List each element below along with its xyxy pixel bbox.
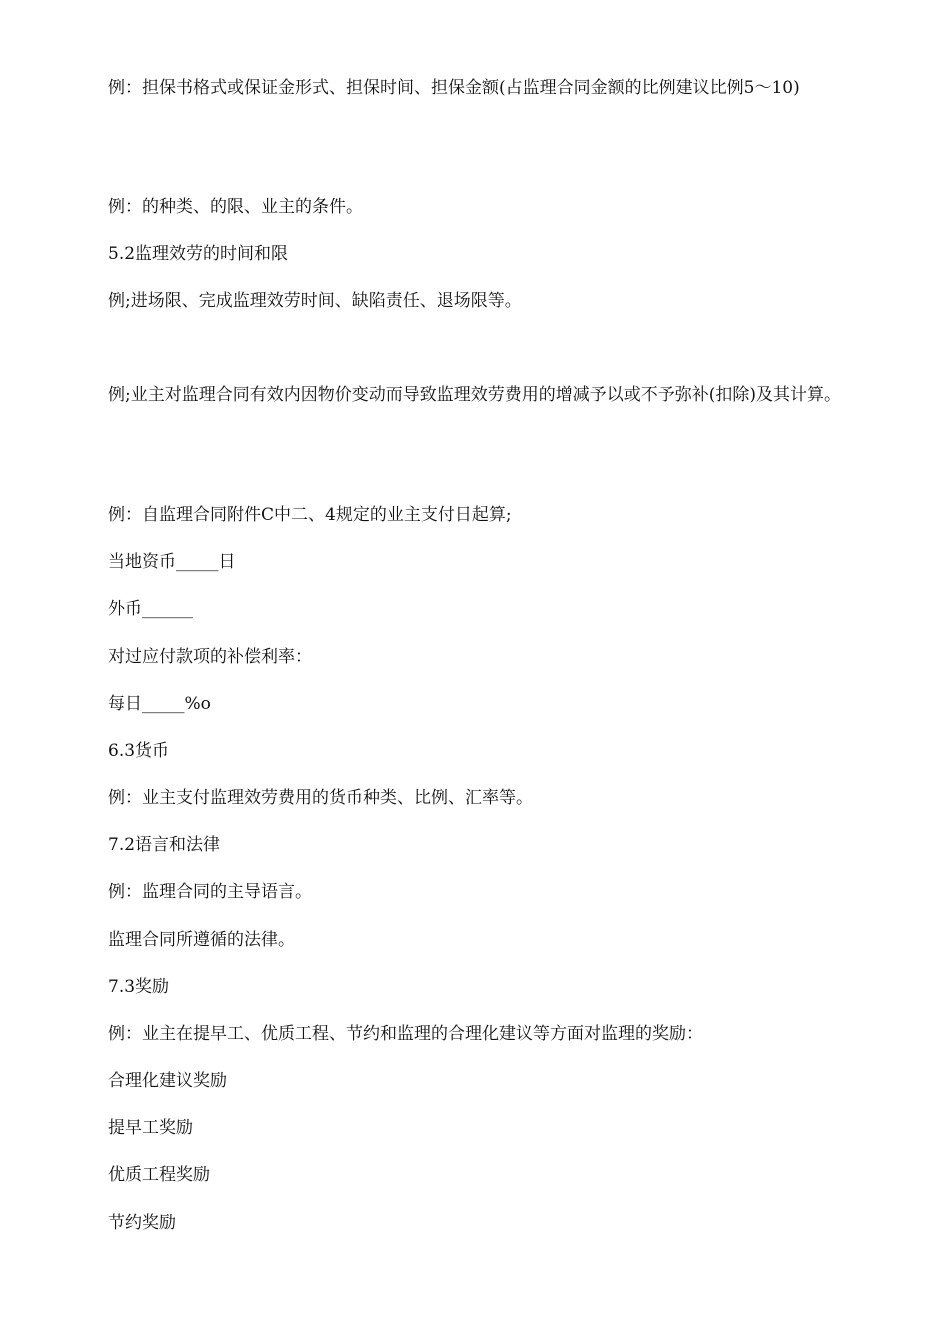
paragraph-service-time: 例;进场限、完成监理效劳时间、缺陷责任、退场限等。 [108, 291, 522, 311]
paragraph-foreign-currency: 外币______ [108, 599, 193, 619]
paragraph-local-currency: 当地资币_____日 [108, 552, 236, 572]
paragraph-payment-start: 例：自监理合同附件C中二、4规定的业主支付日起算; [108, 505, 512, 525]
paragraph-main-language: 例：监理合同的主导语言。 [108, 882, 312, 902]
list-item-rationalization-reward: 合理化建议奖励 [108, 1071, 227, 1091]
paragraph-guarantee: 例：担保书格式或保证金形式、担保时间、担保金额(占监理合同金额的比例建议比例5～10) [108, 78, 800, 98]
heading-6-3: 6.3货币 [108, 741, 170, 761]
paragraph-price-change: 例;业主对监理合同有效内因物价变动而导致监理效劳费用的增减予以或不予弥补(扣除)及其计算。 [108, 385, 841, 405]
list-item-quality-reward: 优质工程奖励 [108, 1165, 210, 1185]
paragraph-governing-law: 监理合同所遵循的法律。 [108, 930, 295, 950]
list-item-early-completion-reward: 提早工奖励 [108, 1118, 193, 1138]
paragraph-compensation-rate: 对过应付款项的补偿利率： [108, 647, 312, 667]
paragraph-daily-rate: 每日_____%o [108, 694, 211, 714]
list-item-savings-reward: 节约奖励 [108, 1213, 176, 1233]
heading-5-2: 5.2监理效劳的时间和限 [108, 244, 289, 264]
heading-7-3: 7.3奖励 [108, 977, 170, 997]
paragraph-currency-types: 例：业主支付监理效劳费用的货币种类、比例、汇率等。 [108, 788, 533, 808]
heading-7-2: 7.2语言和法律 [108, 835, 221, 855]
paragraph-rewards-intro: 例：业主在提早工、优质工程、节约和监理的合理化建议等方面对监理的奖励： [108, 1024, 703, 1044]
paragraph-types: 例：的种类、的限、业主的条件。 [108, 197, 363, 217]
